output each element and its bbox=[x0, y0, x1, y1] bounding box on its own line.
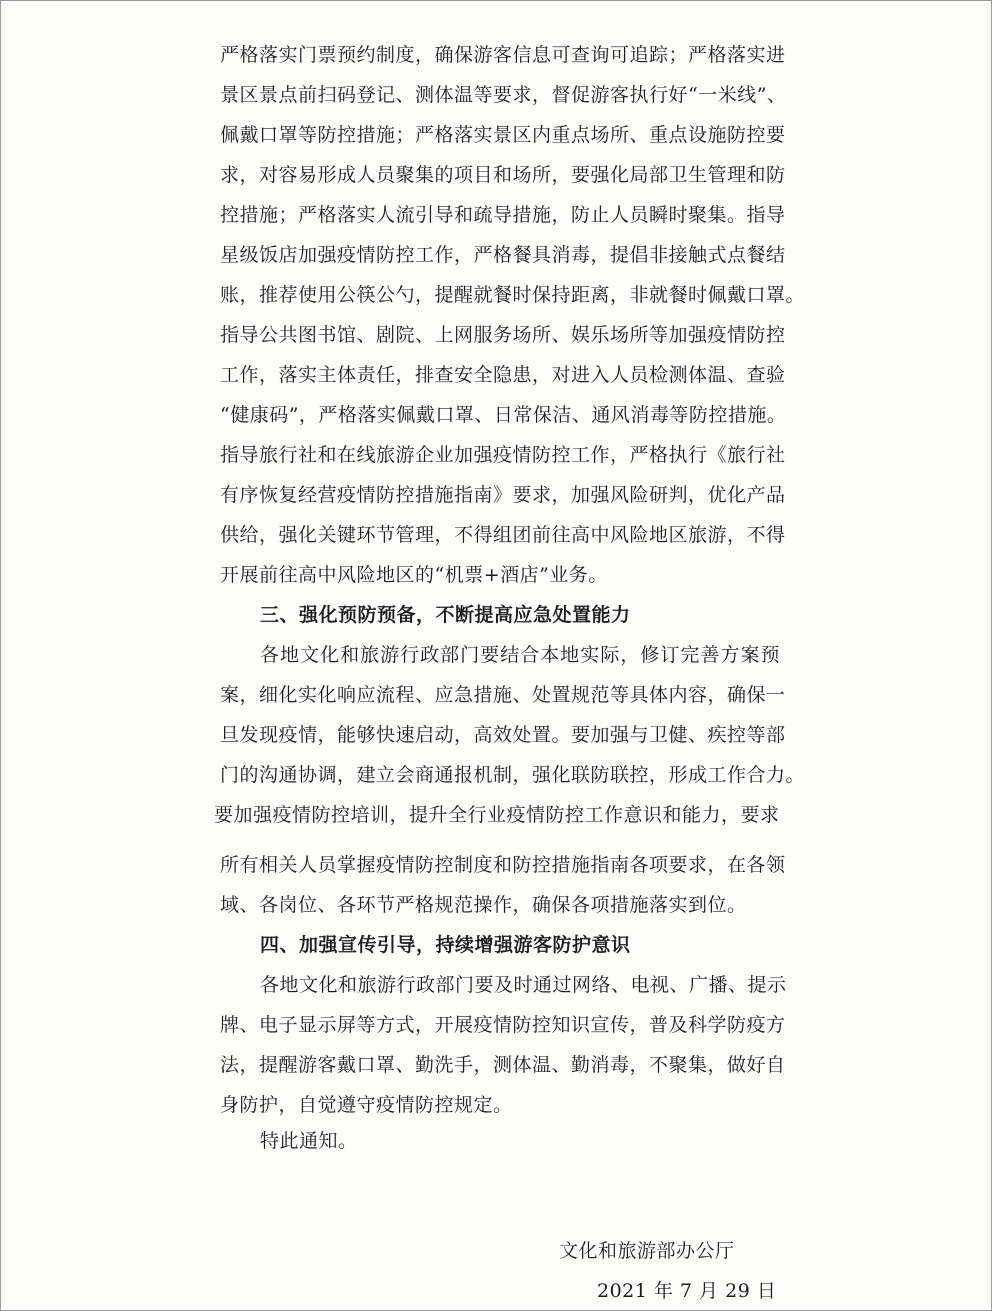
body-line: 供给，强化关键环节管理，不得组团前往高中风险地区旅游，不得 bbox=[220, 524, 786, 546]
body-line: 佩戴口罩等防控措施；严格落实景区内重点场所、重点设施防控要 bbox=[220, 124, 786, 146]
body-line: 星级饭店加强疫情防控工作，严格餐具消毒，提倡非接触式点餐结 bbox=[220, 244, 786, 266]
issuer-name: 文化和旅游部办公厅 bbox=[559, 1240, 735, 1262]
body-line: 所有相关人员掌握疫情防控制度和防控措施指南各项要求，在各领 bbox=[220, 854, 786, 876]
body-line: 有序恢复经营疫情防控措施指南》要求，加强风险研判，优化产品 bbox=[220, 484, 786, 506]
body-line: 指导旅行社和在线旅游企业加强疫情防控工作，严格执行《旅行社 bbox=[220, 444, 786, 466]
body-line: 各地文化和旅游行政部门要及时通过网络、电视、广播、提示 bbox=[260, 974, 787, 996]
body-line: 要加强疫情防控培训，提升全行业疫情防控工作意识和能力，要求 bbox=[214, 804, 780, 826]
body-line: 求，对容易形成人员聚集的项目和场所，要强化局部卫生管理和防 bbox=[220, 164, 786, 186]
body-line: 工作，落实主体责任，排查安全隐患，对进入人员检测体温、查验 bbox=[220, 364, 786, 386]
body-line: 案，细化实化响应流程、应急措施、处置规范等具体内容，确保一 bbox=[220, 684, 786, 706]
body-line: 严格落实门票预约制度，确保游客信息可查询可追踪；严格落实进 bbox=[220, 44, 786, 66]
body-line: 景区景点前扫码登记、测体温等要求，督促游客执行好“一米线”、 bbox=[220, 84, 787, 106]
body-line: 开展前往高中风险地区的“机票+酒店”业务。 bbox=[220, 564, 608, 586]
section-heading-4: 四、加强宣传引导，持续增强游客防护意识 bbox=[260, 934, 631, 956]
body-line: 牌、电子显示屏等方式，开展疫情防控知识宣传，普及科学防疫方 bbox=[220, 1014, 786, 1036]
body-line: 控措施；严格落实人流引导和疏导措施，防止人员瞬时聚集。指导 bbox=[220, 204, 786, 226]
section-heading-3: 三、强化预防预备，不断提高应急处置能力 bbox=[260, 604, 631, 626]
body-line: 法，提醒游客戴口罩、勤洗手，测体温、勤消毒，不聚集，做好自 bbox=[220, 1054, 786, 1076]
body-line: 身防护，自觉遵守疫情防控规定。 bbox=[220, 1094, 513, 1116]
body-line: 域、各岗位、各环节严格规范操作，确保各项措施落实到位。 bbox=[220, 894, 747, 916]
body-line: “健康码”，严格落实佩戴口罩、日常保洁、通风消毒等防控措施。 bbox=[220, 404, 787, 426]
body-line: 账，推荐使用公筷公勺，提醒就餐时保持距离，非就餐时佩戴口罩。 bbox=[220, 284, 806, 306]
closing-line: 特此通知。 bbox=[260, 1130, 358, 1152]
body-line: 旦发现疫情，能够快速启动，高效处置。要加强与卫健、疾控等部 bbox=[220, 724, 786, 746]
body-line: 各地文化和旅游行政部门要结合本地实际，修订完善方案预 bbox=[260, 644, 780, 666]
body-line: 门的沟通协调，建立会商通报机制，强化联防联控，形成工作合力。 bbox=[220, 764, 806, 786]
body-line: 指导公共图书馆、剧院、上网服务场所、娱乐场所等加强疫情防控 bbox=[220, 324, 786, 346]
issue-date: 2021 年 7 月 29 日 bbox=[597, 1280, 777, 1302]
